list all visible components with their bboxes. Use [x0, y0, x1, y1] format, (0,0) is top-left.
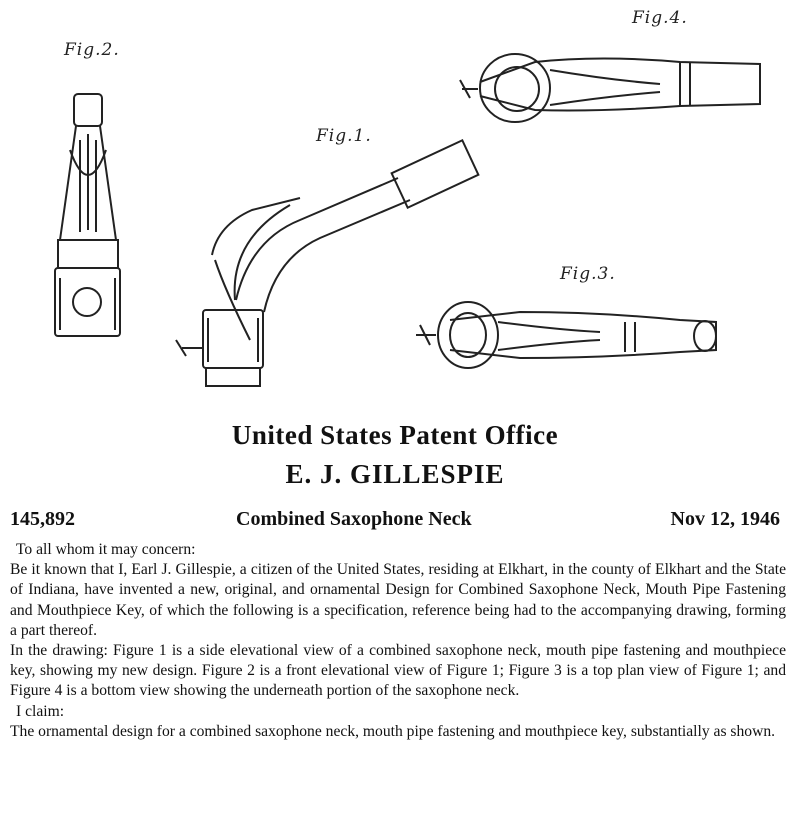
figure-2-drawing: [55, 94, 120, 336]
figure-1-drawing: [176, 140, 478, 386]
figure-1-label: Fig.1.: [316, 126, 372, 146]
figure-4-label: Fig.4.: [632, 8, 688, 28]
specification-text: [10, 540, 786, 742]
patent-number: 145,892: [10, 508, 75, 530]
salutation: To all whom it may concern:: [16, 541, 196, 558]
claim-heading: I claim:: [16, 702, 65, 720]
inventor-name: E. J. GILLESPIE: [285, 459, 505, 489]
patent-title: Combined Saxophone Neck: [236, 508, 472, 530]
office-heading: United States Patent Office: [231, 420, 559, 450]
figure-3-drawing: [416, 302, 716, 368]
figure-4-drawing: [460, 54, 760, 122]
patent-date: Nov 12, 1946: [670, 508, 780, 530]
claim-text: The ornamental design for a combined saxophone neck, mouth pipe fastening and mouthpiece key, substantially as shown.: [10, 722, 776, 740]
patent-drawings: [0, 0, 790, 410]
drawing-sheet: [0, 0, 790, 410]
drawing-description-paragraph: In the drawing: Figure 1 is a side elevational view of a combined saxophone neck, mouth pipe fastening and mouthpiece key, showing my new design. Figure 2 is a front elevational view of Figure 1; Figure 3 is a top plan view of Figure 1; and Figure 4 is a bottom view showing the underneath portion of the saxophone neck.: [10, 642, 786, 700]
figure-2-label: Fig.2.: [64, 40, 120, 60]
specification-paragraph: Be it known that I, Earl J. Gillespie, a citizen of the United States, residing at Elkhart, in the county of Elkhart and the State of Indiana, have invented a new, original, and ornamental Design for Combined Saxophone Neck, Mouth Pipe Fastening and Mouthpiece Key, of which the following is a specification, reference being had to the accompanying drawing, forming a part thereof.: [10, 561, 786, 639]
figure-3-label: Fig.3.: [560, 264, 616, 284]
